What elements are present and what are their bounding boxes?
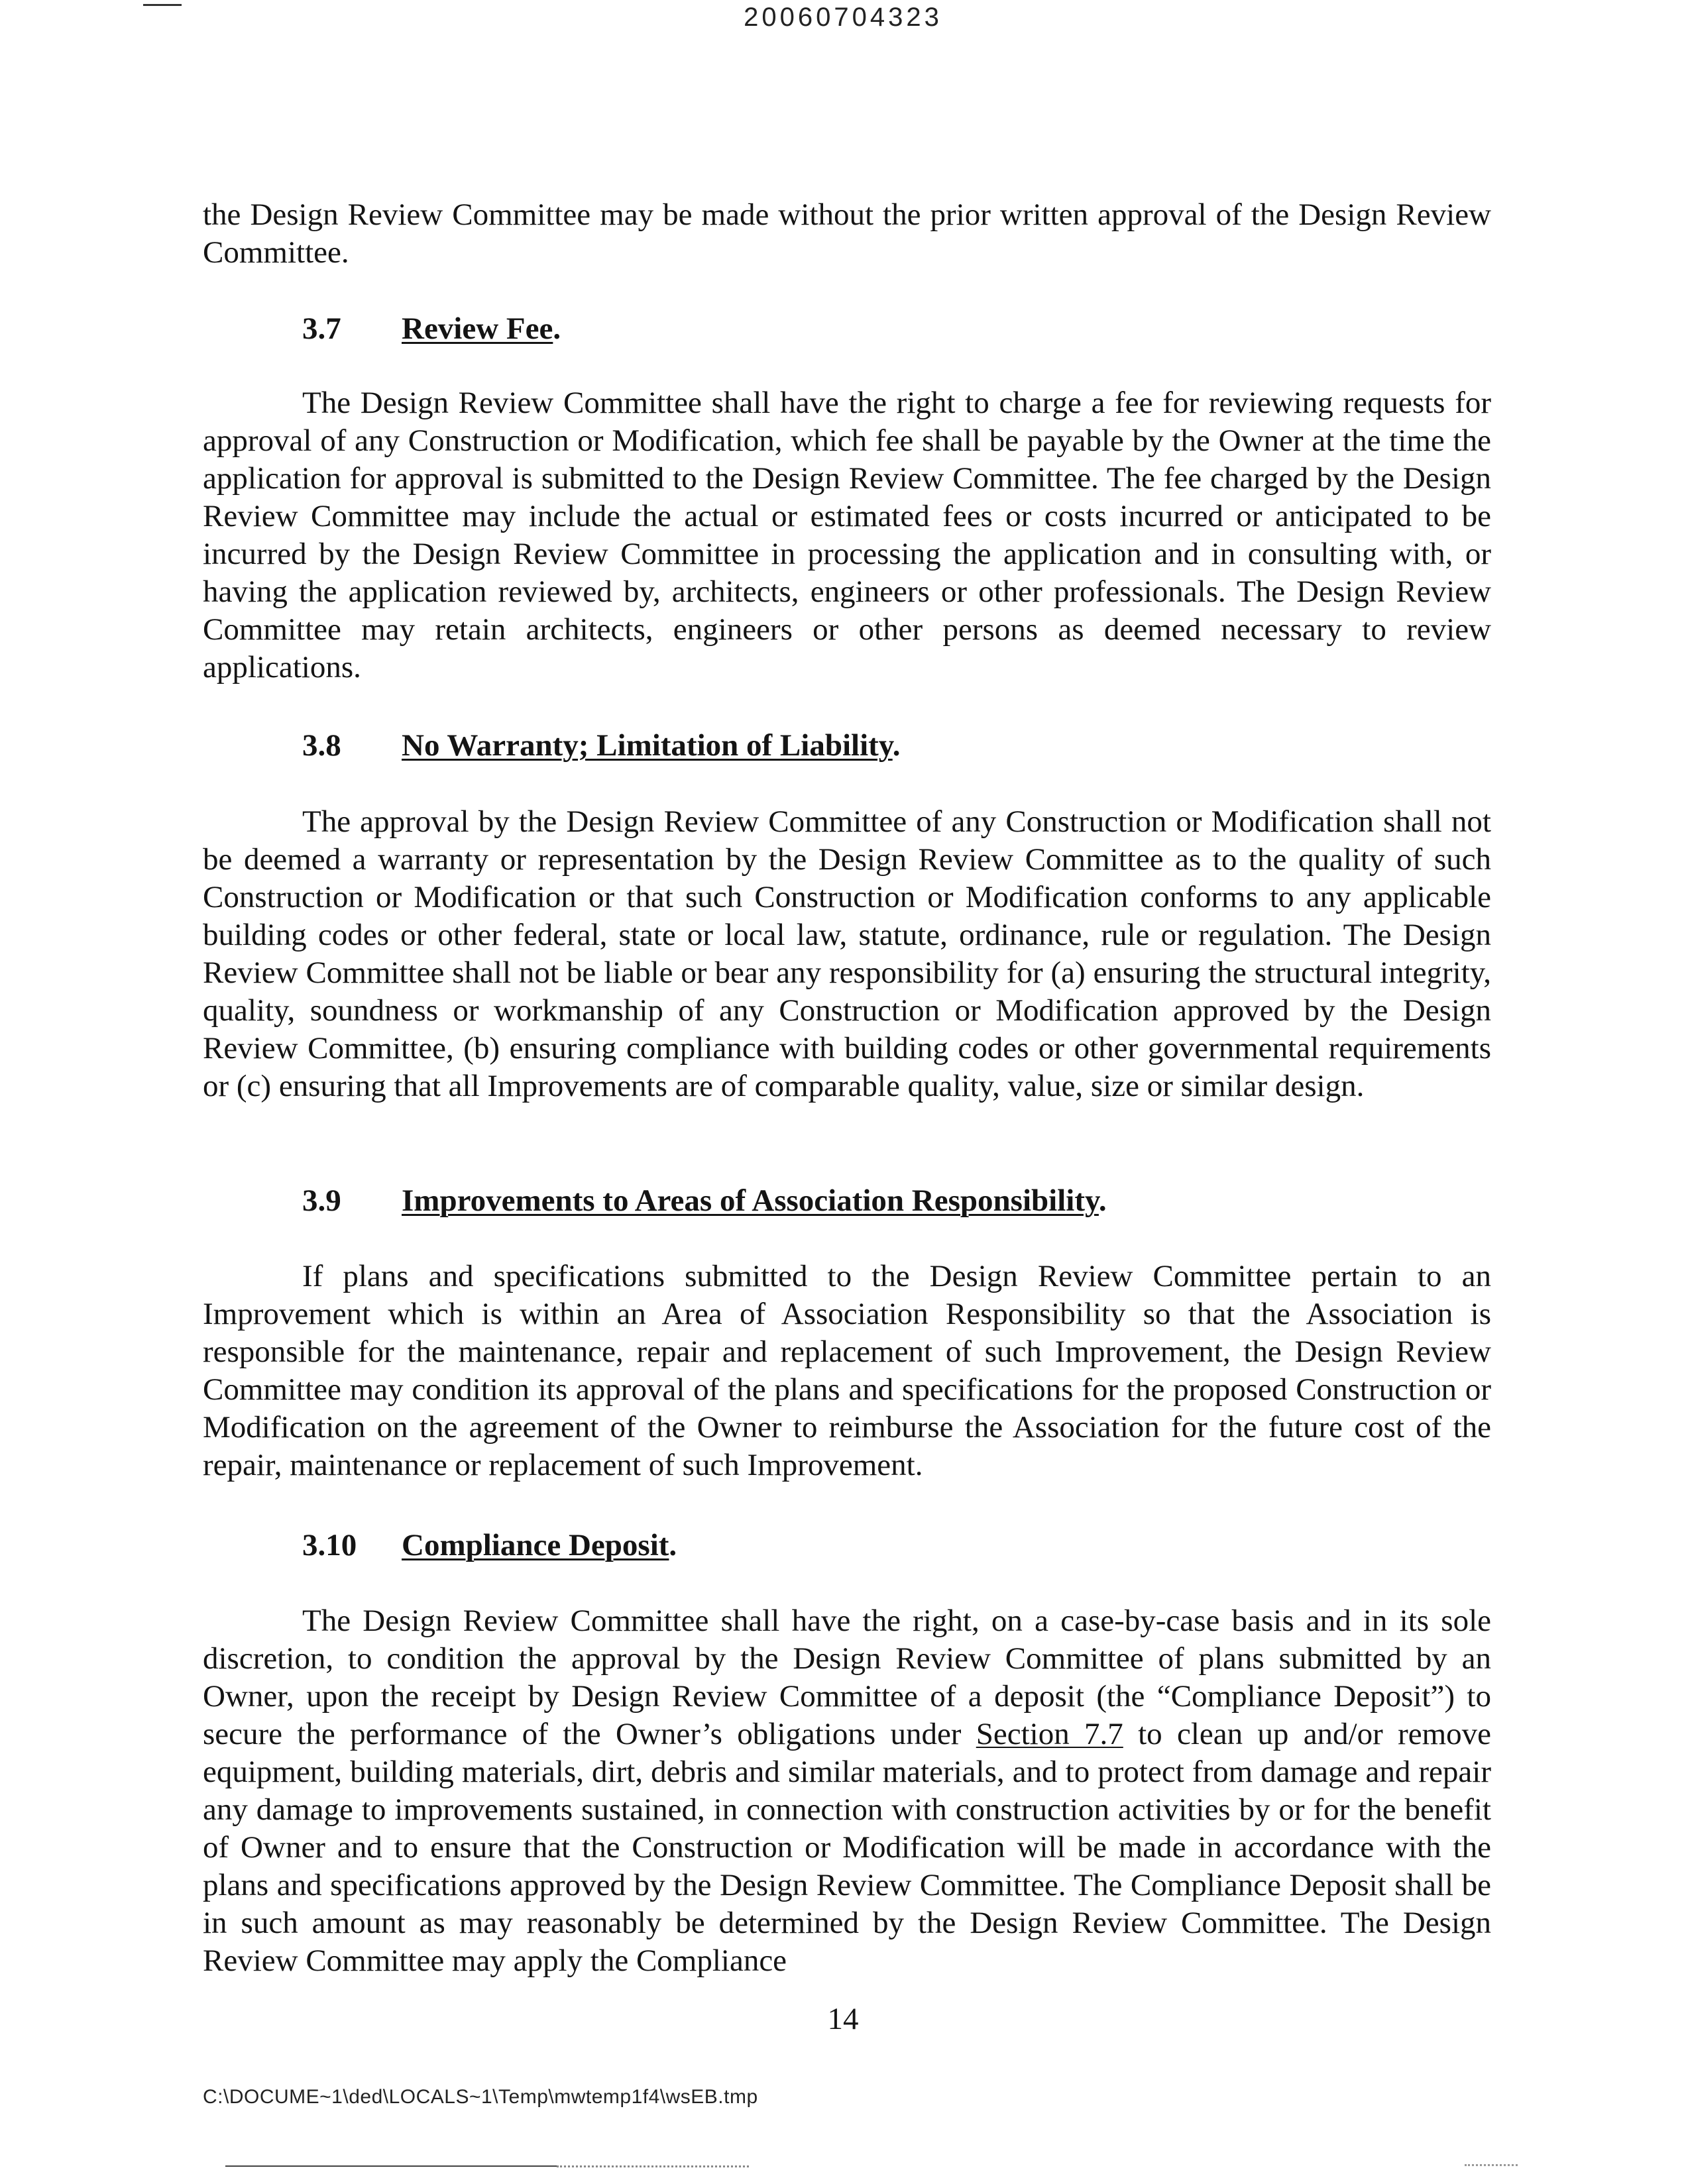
paragraph-continued: the Design Review Committee may be made without the prior written approval of the Design Review Committee.: [203, 197, 1491, 270]
paragraph-no-warranty: The approval by the Design Review Committee of any Construction or Modification shall not be deemed a warranty or representation by the Design Review Committee as to the quality of such Construction or Modification or that such Construction or Modification conforms to any applicable building codes or other federal, state or local law, statute, ordinance, rule or regulation. The Design Review Committee shall not be liable or bear any responsibility for (a) ensuring the structural integrity, quality, soundness or workmanship of any Construction or Modification approved by the Design Review Committee, (b) ensuring compliance with building codes or other governmental requirements or (c) ensuring that all Improvements are of comparable quality, value, size or similar design.: [203, 804, 1491, 1103]
file-path: C:\DOCUME~1\ded\LOCALS~1\Temp\mwtemp1f4\wsEB.tmp: [203, 2086, 758, 2108]
section-title: Improvements to Areas of Association Responsibility: [402, 1183, 1099, 1218]
paragraph-compliance-deposit: [203, 1602, 1491, 1980]
scan-artifact-mark-right: [1465, 2164, 1518, 2166]
paragraph-improvements: If plans and specifications submitted to the Design Review Committee pertain to an Improvement which is within an Area of Association Responsibility so that the Association is responsible for the maintenance, repair and replacement of such Improvement, the Design Review Committee may condition its approval of the plans and specifications for the proposed Construction or Modification on the agreement of the Owner to reimburse the Association for the future cost of the repair, maintenance or replacement of such Improvement.: [203, 1259, 1491, 1482]
section-title-period: .: [892, 728, 901, 763]
section-7-7-reference: Section 7.7: [976, 1717, 1123, 1751]
section-heading-3-8: [302, 727, 900, 765]
section-title: Compliance Deposit: [402, 1528, 669, 1562]
section-title: No Warranty; Limitation of Liability: [402, 728, 893, 763]
page-number: 14: [827, 2002, 859, 2036]
section-number: 3.7: [302, 311, 341, 346]
paragraph-review-fee: The Design Review Committee shall have the right to charge a fee for reviewing requests for approval of any Construction or Modification, which fee shall be payable by the Owner at the time the application for approval is submitted to the Design Review Committee. The fee charged by the Design Review Committee may include the actual or estimated fees or costs incurred or anticipated to be incurred by the Design Review Committee in processing the application and in consulting with, or having the application reviewed by, architects, engineers or other professionals. The Design Review Committee may retain architects, engineers or other persons as deemed necessary to review applications.: [203, 386, 1491, 684]
document-number: 20060704323: [744, 3, 942, 32]
section-title-period: .: [553, 311, 561, 346]
footer-rule: [225, 2165, 557, 2167]
section-number: 3.9: [302, 1183, 341, 1218]
section-title-period: .: [669, 1528, 677, 1562]
section-title-period: .: [1098, 1183, 1107, 1218]
section-heading-3-7: [302, 310, 561, 348]
section-number: 3.10: [302, 1528, 357, 1562]
section-heading-3-10: [302, 1527, 677, 1564]
section-title: Review Fee: [402, 311, 553, 346]
section-number: 3.8: [302, 728, 341, 763]
paragraph-text-start: The Design Review Committee shall have the right, on a case-by-case basis and in its sole discretion, to condition the approval by the Design Review Committee of plans submitted by an Owner, upon the receipt by Design Review Committee of a deposit (the “Compliance Deposit”) to secure the performance of the Owner’s obligations under: [203, 1604, 1491, 1751]
section-heading-3-9: [302, 1182, 1107, 1220]
paragraph-text-end: to clean up and/or remove equipment, building materials, dirt, debris and similar materials, and to protect from damage and repair any damage to improvements sustained, in connection with construction activities by or for the benefit of Owner and to ensure that the Construction or Modification will be made in accordance with the plans and specifications approved by the Design Review Committee. The Compliance Deposit shall be in such amount as may reasonably be determined by the Design Review Committee. The Design Review Committee may apply the Compliance: [203, 1717, 1491, 1978]
footer-rule-dotted: [557, 2165, 749, 2167]
